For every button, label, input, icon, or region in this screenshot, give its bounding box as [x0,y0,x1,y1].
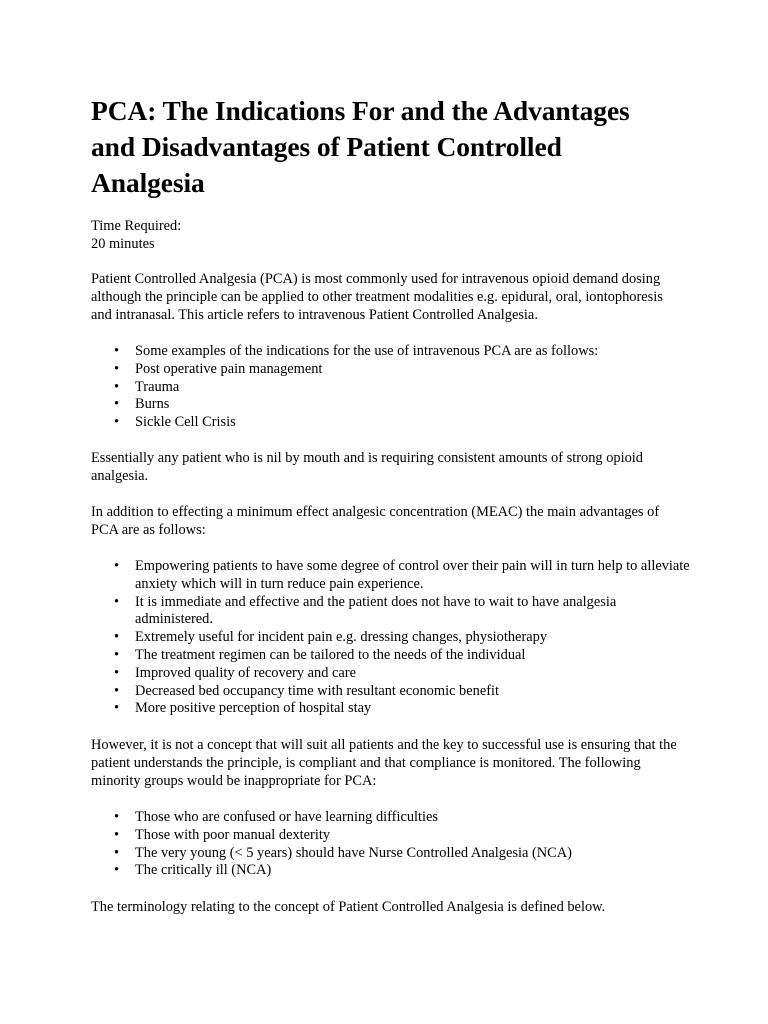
indications-list [91,343,691,432]
bullet-icon: • [114,826,120,843]
list-item-text: Those with poor manual dexterity [135,826,331,843]
bullet-icon: • [114,360,120,377]
essentially-paragraph: Essentially any patient who is nil by mouth and is requiring consistent amounts of strong opioid analgesia. [91,450,643,484]
list-item-text: More positive perception of hospital stay [135,700,372,717]
list-item-text: Trauma [135,378,180,395]
list-item-text: Post operative pain management [135,360,323,377]
advantages-intro-paragraph: In addition to effecting a minimum effect analgesic concentration (MEAC) the main advantages of PCA are as follows: [91,504,660,538]
list-item [91,827,691,845]
bullet-icon: • [114,558,120,574]
page-title-text: PCA: The Indications For and the Advantages and Disadvantages of Patient Controlled Analgesia [91,95,630,198]
intro-paragraph: Patient Controlled Analgesia (PCA) is most commonly used for intravenous opioid demand dosing although the principle can be applied to other treatment modalities e.g. epidural, oral, iontophoresis and intranasal. This article refers to intravenous Patient Controlled Analgesia. [91,271,663,323]
list-item-text: Improved quality of recovery and care [135,664,356,681]
however-paragraph: However, it is not a concept that will suit all patients and the key to successful use is ensuring that the patient understands the principle, is compliant and that compliance is monitored. The following minority groups would be inappropriate for PCA: [91,737,677,789]
bullet-icon: • [114,844,120,861]
time-required-label: Time Required: [91,218,182,234]
page-title [91,93,651,201]
list-item [91,361,691,379]
list-item-text: The very young (< 5 years) should have Nurse Controlled Analgesia (NCA) [135,844,572,861]
list-item [91,665,691,683]
list-item [91,379,691,397]
bullet-icon: • [114,378,120,395]
bullet-icon: • [114,664,120,681]
list-item-text: Some examples of the indications for the use of intravenous PCA are as follows: [135,343,599,359]
list-item [91,594,691,630]
bullet-icon: • [114,862,120,879]
list-item-text: It is immediate and effective and the patient does not have to wait to have analgesia administered. [135,593,617,628]
list-item [91,809,691,827]
list-item-text: Those who are confused or have learning difficulties [135,809,439,825]
bullet-icon: • [114,396,120,413]
advantages-list [91,558,691,718]
bullet-icon: • [114,809,120,825]
list-item [91,343,691,361]
list-item [91,862,691,880]
time-required [91,218,181,254]
list-item [91,558,691,594]
list-item-text: The critically ill (NCA) [135,862,272,879]
inappropriate-list [91,809,691,880]
list-item-text: Burns [135,396,170,413]
list-item [91,629,691,647]
list-item [91,700,691,718]
time-required-value: 20 minutes [91,235,155,252]
list-item [91,845,691,863]
list-item-text: Empowering patients to have some degree of control over their pain will in turn help to alleviate anxiety which will in turn reduce pain experience. [135,558,690,592]
bullet-icon: • [114,646,120,663]
list-item-text: Sickle Cell Crisis [135,414,236,431]
bullet-icon: • [114,629,120,646]
list-item [91,683,691,701]
bullet-icon: • [114,414,120,431]
list-item [91,396,691,414]
bullet-icon: • [114,593,120,610]
bullet-icon: • [114,682,120,699]
list-item [91,414,691,432]
bullet-icon: • [114,700,120,717]
bullet-icon: • [114,343,120,359]
terminology-paragraph: The terminology relating to the concept of Patient Controlled Analgesia is defined below. [91,899,606,915]
list-item-text: Extremely useful for incident pain e.g. dressing changes, physiotherapy [135,629,548,646]
list-item-text: The treatment regimen can be tailored to the needs of the individual [135,646,526,663]
list-item [91,647,691,665]
list-item-text: Decreased bed occupancy time with resultant economic benefit [135,682,500,699]
